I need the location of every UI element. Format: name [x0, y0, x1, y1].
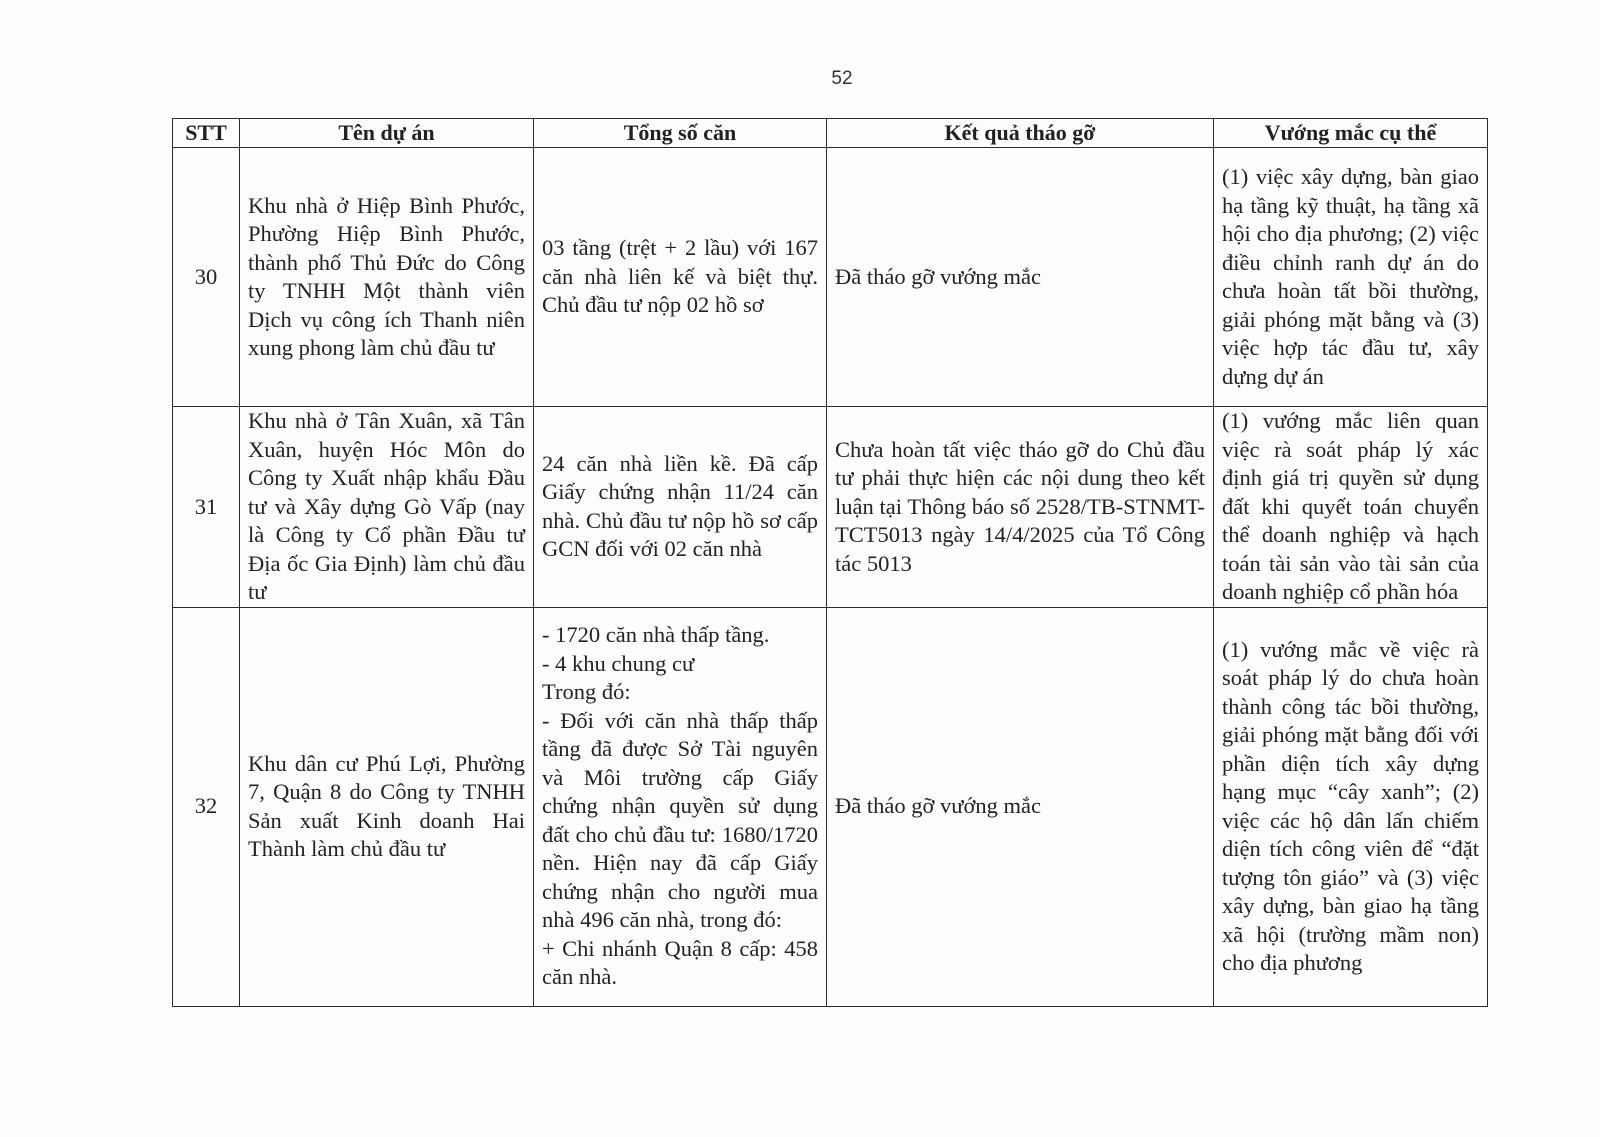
row-result: Đã tháo gỡ vướng mắc — [827, 148, 1214, 407]
table-row — [173, 407, 1488, 608]
units-line: - Đối với căn nhà thấp thấp tầng đã được Sở Tài nguyên và Môi trường cấp Giấy chứng nhận quyền sử dụng đất cho chủ đầu tư: 1680/1720 nền. Hiện nay đã cấp Giấy chứng nhận cho người mua nhà 496 căn nhà, trong đó: — [542, 707, 818, 933]
row-stt: 32 — [173, 607, 240, 1006]
row-issues: (1) vướng mắc về việc rà soát pháp lý do chưa hoàn thành công tác bồi thường, giải phóng mặt bằng đối với phần diện tích xây dựng hạng mục “cây xanh”; (2) việc các hộ dân lấn chiếm diện tích công viên để “đặt tượng tôn giáo” và (3) việc xây dựng, bàn giao hạ tầng xã hội (trường mầm non) cho địa phương — [1214, 607, 1488, 1006]
projects-table — [172, 118, 1488, 1007]
row-total-units: 03 tầng (trệt + 2 lầu) với 167 căn nhà liên kế và biệt thự. Chủ đầu tư nộp 02 hồ sơ — [534, 148, 827, 407]
header-stt: STT — [173, 119, 240, 148]
row-issues: (1) việc xây dựng, bàn giao hạ tầng kỹ thuật, hạ tầng xã hội cho địa phương; (2) việc điều chỉnh ranh dự án do chưa hoàn tất bồi thường, giải phóng mặt bằng và (3) việc hợp tác đầu tư, xây dựng dự án — [1214, 148, 1488, 407]
row-result: Đã tháo gỡ vướng mắc — [827, 607, 1214, 1006]
header-result: Kết quả tháo gỡ — [827, 119, 1214, 148]
page-number: 52 — [831, 68, 853, 89]
row-total-units — [534, 607, 827, 1006]
header-project-name: Tên dự án — [240, 119, 534, 148]
units-line: + Chi nhánh Quận 8 cấp: 458 căn nhà. — [542, 935, 818, 990]
row-project-name: Khu dân cư Phú Lợi, Phường 7, Quận 8 do Công ty TNHH Sản xuất Kinh doanh Hai Thành làm chủ đầu tư — [240, 607, 534, 1006]
table-header-row — [173, 119, 1488, 148]
row-project-name: Khu nhà ở Tân Xuân, xã Tân Xuân, huyện Hóc Môn do Công ty Xuất nhập khẩu Đầu tư và Xây dựng Gò Vấp (nay là Công ty Cổ phần Đầu tư Địa ốc Gia Định) làm chủ đầu tư — [240, 407, 534, 608]
header-total-units: Tổng số căn — [534, 119, 827, 148]
row-issues: (1) vướng mắc liên quan việc rà soát pháp lý xác định giá trị quyền sử dụng đất khi quyết toán chuyển thể doanh nghiệp và hạch toán tài sản vào tài sản của doanh nghiệp cổ phần hóa — [1214, 407, 1488, 608]
row-total-units: 24 căn nhà liền kề. Đã cấp Giấy chứng nhận 11/24 căn nhà. Chủ đầu tư nộp hồ sơ cấp GCN đối với 02 căn nhà — [534, 407, 827, 608]
table-row — [173, 148, 1488, 407]
row-result: Chưa hoàn tất việc tháo gỡ do Chủ đầu tư phải thực hiện các nội dung theo kết luận tại Thông báo số 2528/TB-STNMT-TCT5013 ngày 14/4/2025 của Tổ Công tác 5013 — [827, 407, 1214, 608]
header-issues: Vướng mắc cụ thể — [1214, 119, 1488, 148]
units-line: - 4 khu chung cư — [542, 650, 695, 676]
row-project-name: Khu nhà ở Hiệp Bình Phước, Phường Hiệp Bình Phước, thành phố Thủ Đức do Công ty TNHH Một thành viên Dịch vụ công ích Thanh niên xung phong làm chủ đầu tư — [240, 148, 534, 407]
row-stt: 30 — [173, 148, 240, 407]
units-line: Trong đó: — [542, 679, 631, 705]
units-line: - 1720 căn nhà thấp tầng. — [542, 622, 770, 648]
row-stt: 31 — [173, 407, 240, 608]
table-row — [173, 607, 1488, 1006]
